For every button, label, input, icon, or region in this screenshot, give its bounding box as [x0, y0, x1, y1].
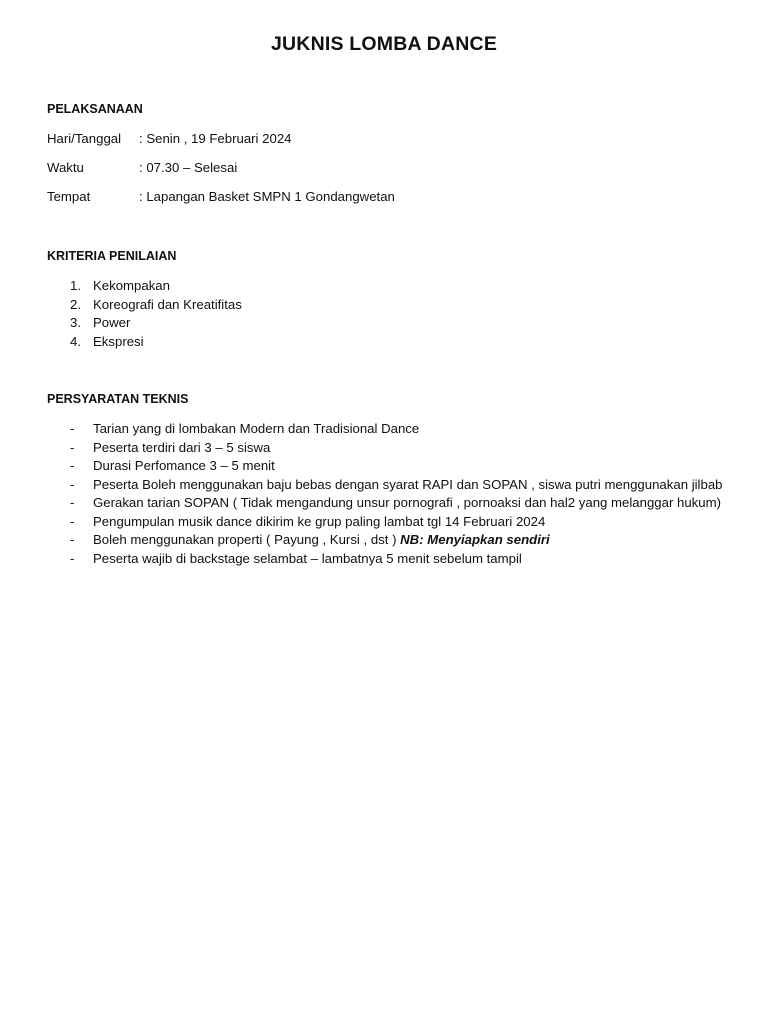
info-value: : 07.30 – Selesai	[139, 160, 238, 175]
list-item	[70, 457, 730, 476]
section-heading-pelaksanaan: PELAKSANAAN	[47, 102, 143, 116]
list-item-text: Power	[93, 315, 131, 330]
list-dash: -	[70, 439, 75, 455]
list-item	[70, 420, 730, 439]
info-row-hari-tanggal	[47, 131, 292, 146]
list-dash: -	[70, 532, 75, 547]
list-number: 2.	[70, 296, 81, 312]
nb-note: NB: Menyiapkan sendiri	[400, 532, 550, 547]
document-title: JUKNIS LOMBA DANCE	[270, 33, 498, 55]
list-item	[70, 277, 242, 296]
list-number: 3.	[70, 315, 81, 330]
info-value: : Lapangan Basket SMPN 1 Gondangwetan	[139, 189, 395, 204]
list-dash: -	[70, 458, 75, 473]
list-number: 4.	[70, 333, 81, 349]
kriteria-list	[70, 277, 242, 351]
section-heading-persyaratan: PERSYARATAN TEKNIS	[47, 392, 189, 406]
list-item-text: Peserta terdiri dari 3 – 5 siswa	[93, 439, 271, 455]
list-item-text: Durasi Perfomance 3 – 5 menit	[93, 458, 275, 473]
list-item	[70, 513, 730, 532]
list-dash: -	[70, 513, 75, 529]
list-item-text: Peserta Boleh menggunakan baju bebas dengan syarat RAPI dan SOPAN , siswa putri menggunakan jilbab	[93, 476, 723, 492]
info-row-waktu	[47, 160, 237, 175]
list-item-text: Pengumpulan musik dance dikirim ke grup paling lambat tgl 14 Februari 2024	[93, 513, 546, 529]
info-row-tempat	[47, 189, 395, 204]
list-item	[70, 494, 730, 513]
info-label: Hari/Tanggal	[47, 131, 122, 146]
list-item-text: Koreografi dan Kreatifitas	[93, 296, 242, 312]
info-label: Tempat	[47, 189, 91, 204]
list-item-text: Kekompakan	[93, 278, 170, 293]
list-item-text: Gerakan tarian SOPAN ( Tidak mengandung unsur pornografi , pornoaksi dan hal2 yang melanggar hukum)	[93, 495, 721, 510]
section-heading-kriteria: KRITERIA PENILAIAN	[47, 249, 177, 263]
persyaratan-list	[70, 420, 730, 568]
list-item	[70, 439, 730, 458]
list-item-text: Tarian yang di lombakan Modern dan Tradisional Dance	[93, 421, 420, 436]
list-item	[70, 296, 242, 315]
list-item-text: Peserta wajib di backstage selambat – lambatnya 5 menit sebelum tampil	[93, 550, 522, 566]
list-item-text: Ekspresi	[93, 333, 144, 349]
list-item	[70, 314, 242, 333]
list-dash: -	[70, 495, 75, 510]
list-item	[70, 476, 730, 495]
list-dash: -	[70, 550, 75, 566]
list-dash: -	[70, 421, 75, 436]
list-item	[70, 550, 730, 569]
list-item-main-text: Boleh menggunakan properti ( Payung , Kursi , dst )	[93, 532, 401, 547]
list-item-text	[93, 531, 730, 550]
list-number: 1.	[70, 278, 81, 293]
info-label: Waktu	[47, 160, 84, 175]
info-value: : Senin , 19 Februari 2024	[139, 131, 292, 146]
list-item	[70, 333, 242, 352]
list-dash: -	[70, 476, 75, 492]
list-item	[70, 531, 730, 550]
